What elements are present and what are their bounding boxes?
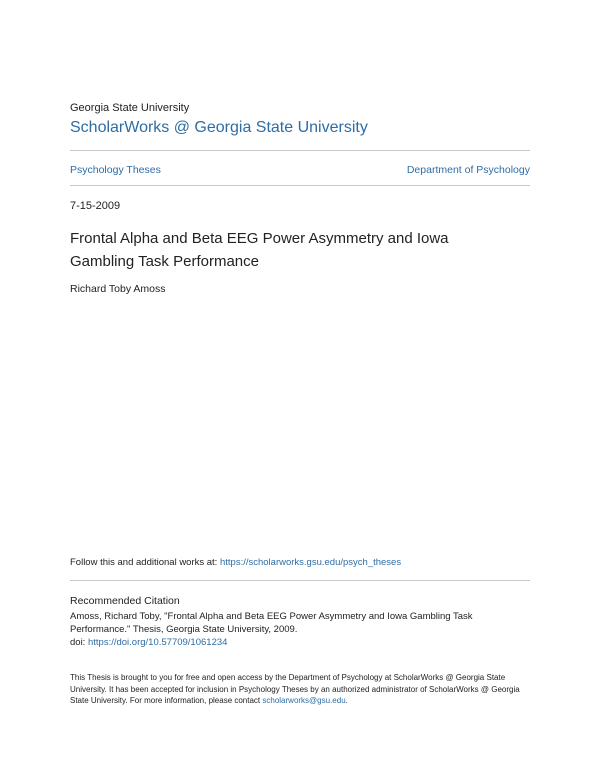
follow-text: Follow this and additional works at: [70,557,220,568]
paper-title: Frontal Alpha and Beta EEG Power Asymmetry and Iowa Gambling Task Performance [70,230,449,270]
doi-line [70,636,530,649]
nav-divider [70,185,530,186]
publication-date: 7-15-2009 [70,200,121,212]
follow-link[interactable]: https://scholarworks.gsu.edu/psych_theses [219,557,402,568]
access-notice-end: . [345,696,348,705]
doi-link[interactable]: https://doi.org/10.57709/1061234 [87,637,228,648]
repository-link[interactable]: ScholarWorks @ Georgia State University [70,119,368,136]
series-link[interactable]: Psychology Theses [70,164,161,176]
citation-block [70,610,530,649]
follow-line [70,557,401,568]
header-divider [70,150,530,151]
access-notice [70,672,530,707]
citation-divider [70,580,530,581]
doi-label: doi: [70,637,88,648]
citation-text: Amoss, Richard Toby, "Frontal Alpha and Beta EEG Power Asymmetry and Iowa Gambling Task Performance." Thesis, Georgia State University, 2009. [70,611,473,635]
citation-heading: Recommended Citation [70,595,180,607]
author-name: Richard Toby Amoss [70,283,166,295]
department-link[interactable]: Department of Psychology [406,164,530,176]
contact-email-link[interactable]: scholarworks@gsu.edu [262,696,346,705]
institution-name: Georgia State University [70,102,190,114]
access-notice-text: This Thesis is brought to you for free and open access by the Department of Psychology at ScholarWorks @ Georgia State University. It has been accepted for inclusion in Psychology Theses by an authorized administrator of ScholarWorks @ Georgia State University. For more information, please contact [70,673,520,705]
